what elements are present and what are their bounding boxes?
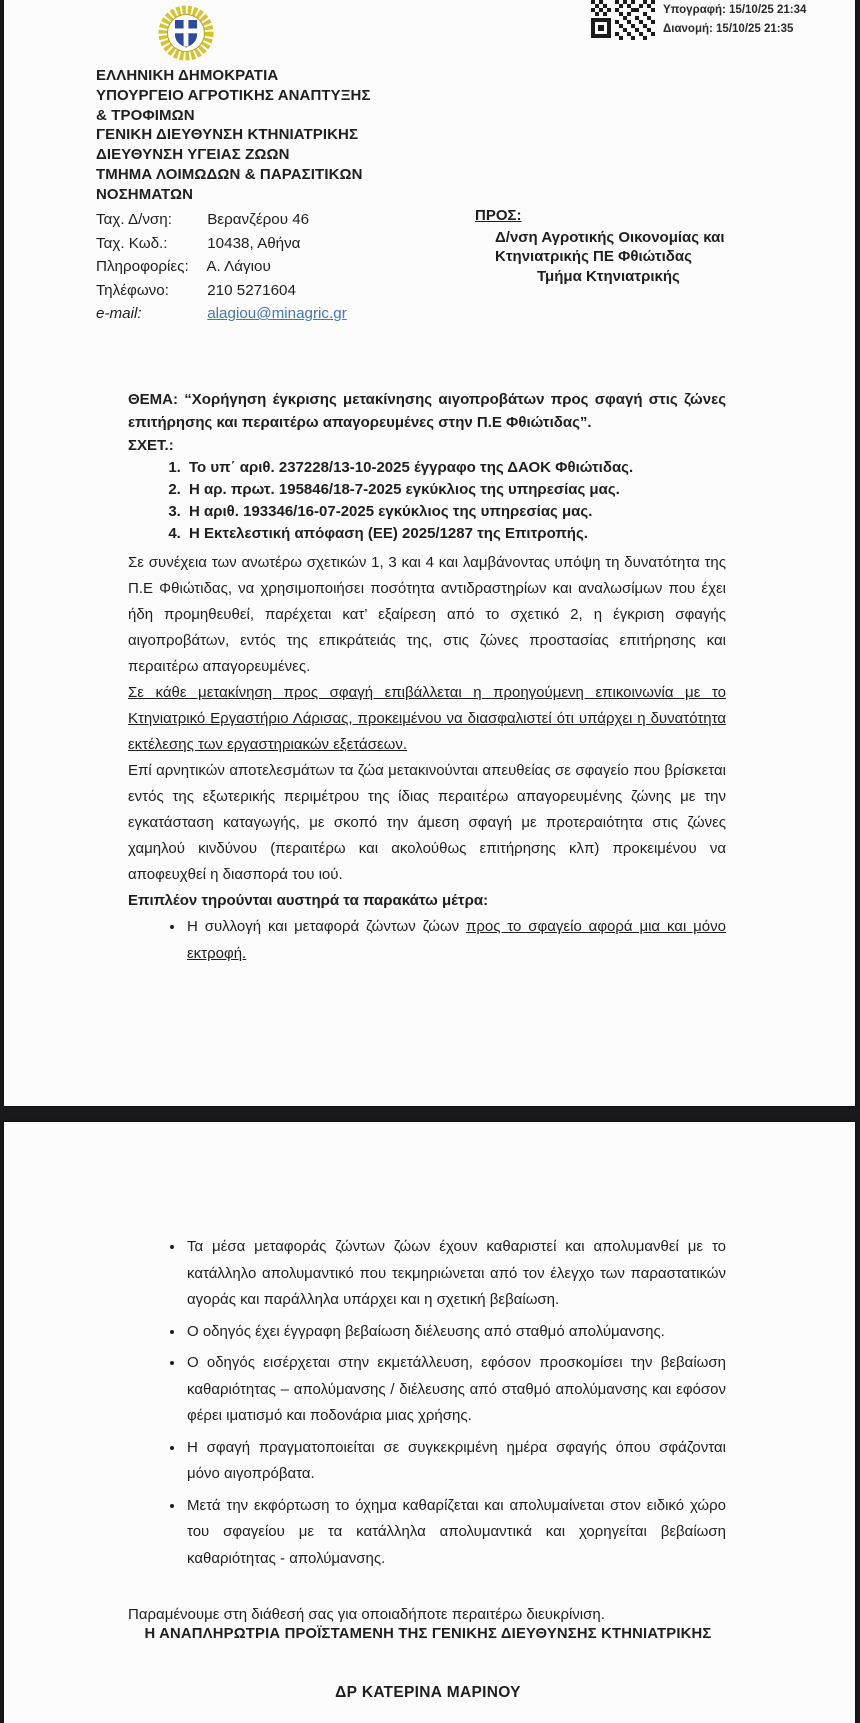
body-paragraph-lab-contact: Σε κάθε μετακίνηση προς σφαγή επιβάλλεται η προηγούμενη επικοινωνία με το Κτηνιατρικό Εργαστήριο Λάρισας, προκειμένου να διασφαλιστεί ότι υπάρχει η δυνατότητα εκτέλεσης των εργαστηριακών εξετάσεων. — [128, 684, 726, 753]
measure-text-underlined: προς το σφαγείο αφορά μια και μόνο εκτροφή. — [187, 918, 726, 962]
agency-line: ΕΛΛΗΝΙΚΗ ΔΗΜΟΚΡΑΤΙΑ — [96, 67, 279, 84]
closing-paragraph: Παραμένουμε στη διάθεσή σας για οποιαδήποτε περαιτέρω διευκρίνιση. — [128, 1606, 605, 1623]
agency-line: ΤΜΗΜΑ ΛΟΙΜΩΔΩΝ & ΠΑΡΑΣΙΤΙΚΩΝ — [96, 165, 363, 183]
recipient-label: ΠΡΟΣ: — [475, 207, 522, 224]
contact-row-postal-code — [96, 232, 347, 256]
agency-line: ΔΙΕΥΘΥΝΣΗ ΥΓΕΙΑΣ ΖΩΩΝ — [96, 146, 290, 164]
measure-item — [185, 914, 726, 967]
email-link[interactable]: alagiou@minagric.gr — [207, 305, 347, 322]
contact-value: Α. Λάγιου — [206, 258, 271, 275]
agency-line: ΝΟΣΗΜΑΤΩΝ — [96, 185, 194, 203]
agency-letterhead — [96, 66, 371, 205]
recipient-block — [475, 206, 724, 286]
measures-list-page2 — [128, 1234, 726, 1572]
references-label: ΣΧΕΤ.: — [128, 437, 174, 454]
measure-item: • Ο οδηγός έχει έγγραφη βεβαίωση διέλευσης από σταθμό απολύμανσης. — [185, 1319, 726, 1346]
letter-body-continued — [128, 1234, 726, 1628]
signatory-name: ΔΡ ΚΑΤΕΡΙΝΑ ΜΑΡΙΝΟΥ — [335, 1684, 521, 1701]
reference-item: 2. Η αρ. πρωτ. 195846/18-7-2025 εγκύκλιος της υπηρεσίας μας. — [185, 479, 726, 501]
contact-value: 210 5271604 — [207, 281, 296, 299]
body-paragraph-negative-results: Επί αρνητικών αποτελεσμάτων τα ζώα μετακινούνται απευθείας σε σφαγείο που βρίσκεται εντός της εξωτερικής περιμέτρου της ίδιας περαιτέρω απαγορευμένης ζώνης με την εγκατάσταση καταγωγής, με σκοπό την άμεση σφαγή με προτεραιότητα στις ζώνες χαμηλού κινδύνου (περαιτέρω και ακολούθως επιτήρησης κλπ) προκειμένου να αποφευχθεί η διασπορά του ιού. — [128, 762, 726, 883]
greek-emblem-logo — [145, 4, 227, 62]
stamp-distributed-datetime: Διανομή: 15/10/25 21:35 — [663, 23, 794, 35]
reference-item: 3. Η αριθ. 193346/16-07-2025 εγκύκλιος της υπηρεσίας μας. — [185, 501, 726, 523]
measure-item: • Τα μέσα μεταφοράς ζώντων ζώων έχουν καθαριστεί και απολυμανθεί με το κατάλληλο απολυμαντικό που τεκμηριώνεται από τον έλεγχο των παραστατικών αγοράς και παράλληλα υπάρχει και η σχετική βεβαίωση. — [185, 1234, 726, 1314]
subject-line: ΘΕΜΑ: “Χορήγηση έγκρισης μετακίνησης αιγοπροβάτων προς σφαγή στις ζώνες επιτήρησης και περαιτέρω απαγορευμένες στην Π.Ε Φθιώτιδας”. — [128, 391, 726, 431]
agency-line: ΥΠΟΥΡΓΕΙΟ ΑΓΡΟΤΙΚΗΣ ΑΝΑΠΤΥΞΗΣ — [96, 86, 371, 104]
contact-row-email — [96, 302, 347, 326]
recipient-line: Τμήμα Κτηνιατρικής — [537, 267, 680, 285]
letter-body — [128, 388, 726, 967]
body-paragraph-approval: Σε συνέχεια των ανωτέρω σχετικών 1, 3 και 4 και λαμβάνοντας υπόψη τη δυνατότητα της Π.Ε Φθιώτιδας, να χρησιμοποιήσει ποσότητα αντιδραστηρίων και αναλωσίμων που έχει ήδη προμηθευθεί, παρέχεται κατ’ εξαίρεση από το σχετικό 2, η έγκριση σφαγής αιγοπροβάτων, εντός της επικράτειάς της, στις ζώνες προστασίας επιτήρησης και περαιτέρω απαγορευμένες. — [128, 554, 726, 675]
page-1 — [4, 0, 855, 1106]
recipient-line: Δ/νση Αγροτικής Οικονομίας και — [495, 228, 725, 246]
recipient-line: Κτηνιατρικής ΠΕ Φθιώτιδας — [495, 248, 692, 265]
contact-label: Ταχ. Κωδ.: — [96, 234, 168, 252]
measure-item: • Μετά την εκφόρτωση το όχημα καθαρίζεται και απολυμαίνεται στον ειδικό χώρο του σφαγείου με τα κατάλληλα απολυμαντικά και χορηγείται βεβαίωση καθαριότητας - απολύμανσης. — [185, 1493, 726, 1573]
digital-signature-stamp — [591, 0, 806, 42]
contact-block — [96, 208, 347, 326]
contact-row-address — [96, 208, 347, 232]
measure-item: • Η σφαγή πραγματοποιείται σε συγκεκριμένη ημέρα σφαγής όπου σφάζονται μόνο αιγοπρόβατα. — [185, 1435, 726, 1488]
contact-row-information — [96, 255, 347, 279]
contact-label: Ταχ. Δ/νση: — [96, 211, 172, 228]
measures-heading: Επιπλέον τηρούνται αυστηρά τα παρακάτω μέτρα: — [128, 892, 489, 909]
qr-code-icon — [591, 0, 655, 42]
contact-value: 10438, Αθήνα — [207, 234, 301, 252]
measure-text: Η συλλογή και μεταφορά ζώντων ζώων — [187, 918, 467, 935]
agency-line: & ΤΡΟΦΙΜΩΝ — [96, 106, 195, 124]
signatory-title: Η ΑΝΑΠΛΗΡΩΤΡΙΑ ΠΡΟΪΣΤΑΜΕΝΗ ΤΗΣ ΓΕΝΙΚΗΣ ΔΙΕΥΘΥΝΣΗΣ ΚΤΗΝΙΑΤΡΙΚΗΣ — [144, 1626, 712, 1642]
reference-item: 4. Η Εκτελεστική απόφαση (ΕΕ) 2025/1287 της Επιτροπής. — [185, 523, 726, 545]
reference-item: 1. Το υπ΄ αριθ. 237228/13-10-2025 έγγραφο της ΔΑΟΚ Φθιώτιδας. — [185, 457, 726, 479]
stamp-signed-datetime: Υπογραφή: 15/10/25 21:34 — [663, 4, 807, 16]
contact-label: e-mail: — [96, 305, 142, 322]
contact-value: Βερανζέρου 46 — [207, 211, 310, 228]
contact-row-telephone — [96, 279, 347, 303]
page-2 — [4, 1122, 855, 1723]
contact-label: Τηλέφωνο: — [96, 281, 169, 299]
references-list — [128, 457, 726, 545]
signature-block — [128, 1626, 728, 1702]
agency-line: ΓΕΝΙΚΗ ΔΙΕΥΘΥΝΣΗ ΚΤΗΝΙΑΤΡΙΚΗΣ — [96, 126, 359, 144]
measures-list-page1 — [128, 914, 726, 967]
measure-item: • Ο οδηγός εισέρχεται στην εκμετάλλευση, εφόσον προσκομίσει την βεβαίωση καθαριότητας – απολύμανσης / διέλευσης από σταθμό απολύμανσης και εφόσον φέρει ιματισμό και ποδονάρια μιας χρήσης. — [185, 1350, 726, 1430]
contact-label: Πληροφορίες: — [96, 258, 189, 275]
